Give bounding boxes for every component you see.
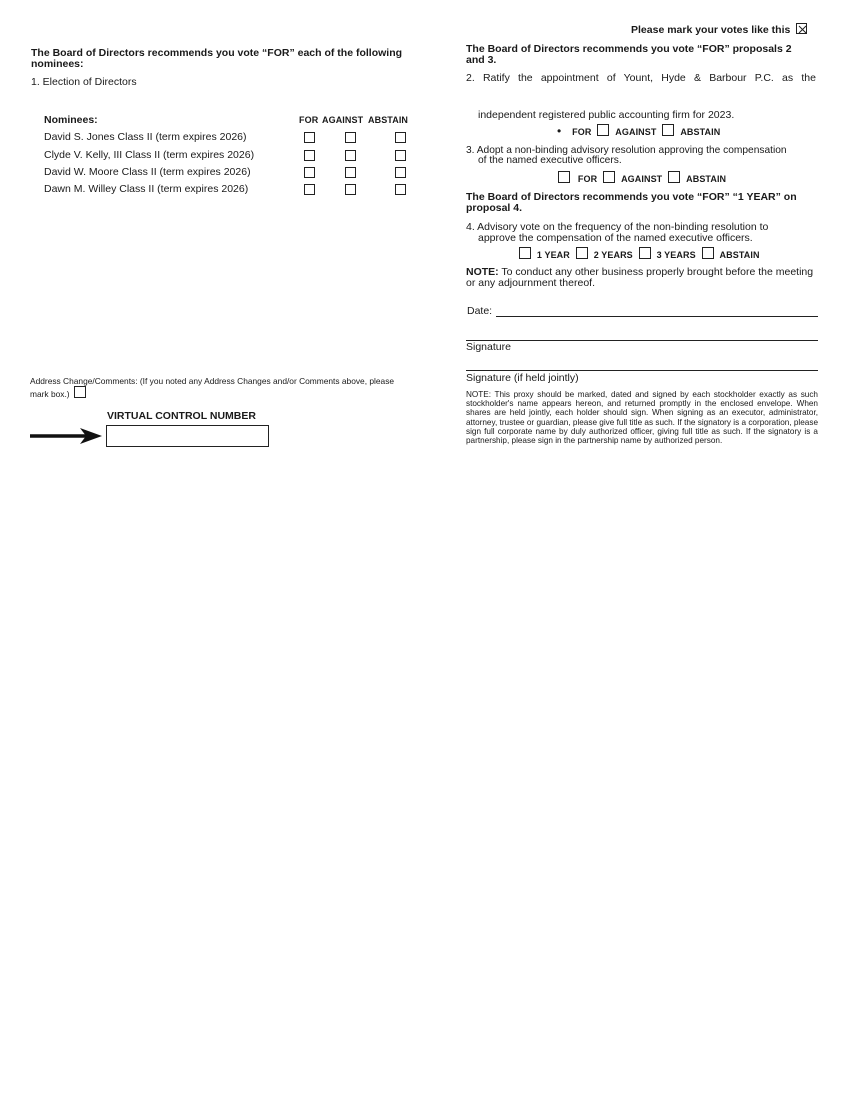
mark-votes-instruction [631,23,807,36]
p4-1year-checkbox[interactable] [519,247,531,259]
nominee-4-against-checkbox[interactable] [345,184,356,195]
proposal-2-text: 2. Ratify the appointment of Yount, Hyde & Barbour P.C. as the [466,72,816,84]
proposal-4-line1: 4. Advisory vote on the frequency of the non-binding resolution to [466,221,769,233]
nominee-name: David S. Jones Class II (term expires 2026) [44,131,247,143]
nominee-3-for-checkbox[interactable] [304,167,315,178]
nominees-heading: Nominees: [44,114,98,126]
p4-2years-label: 2 YEARS [593,250,633,260]
nominee-3-abstain-checkbox[interactable] [395,167,406,178]
nominee-1-against-checkbox[interactable] [345,132,356,143]
proposal-2-options [557,124,720,138]
nominee-name: Clyde V. Kelly, III Class II (term expires 2026) [44,149,255,161]
col-against-header: AGAINST [322,115,364,125]
joint-signature-label: Signature (if held jointly) [466,372,579,384]
nominee-1-for-checkbox[interactable] [304,132,315,143]
p2-abstain-label: ABSTAIN [680,127,721,137]
nominee-4-abstain-checkbox[interactable] [395,184,406,195]
directors-recommendation: The Board of Directors recommends you vote “FOR” each of the following nominees: [31,47,403,70]
address-change-text: Address Change/Comments: (If you noted any Address Changes and/or Comments above, please mark box.) [30,376,395,399]
nominee-name: David W. Moore Class II (term expires 2026) [44,166,251,178]
proposal-4-line2: approve the compensation of the named executive officers. [478,232,753,244]
p3-for-checkbox[interactable] [558,171,570,183]
p2-for-label: FOR [572,127,592,137]
mark-votes-label: Please mark your votes like this [631,24,791,36]
proposal-3-line2: of the named executive officers. [478,155,622,166]
arrow-right-icon [30,427,102,445]
proposal-2-line2: independent registered public accounting firm for 2023. [478,109,735,121]
proposal-3-options [558,171,726,185]
p2-against-label: AGAINST [615,127,657,137]
p2-for-checkbox[interactable] [597,124,609,136]
proposal-2-line1 [466,72,816,84]
proposal-1-title: 1. Election of Directors [31,76,137,88]
col-for-header: FOR [299,115,319,125]
p4-3years-label: 3 YEARS [656,250,696,260]
proposal-4-options [519,247,760,261]
date-line[interactable] [496,316,818,317]
nominee-4-for-checkbox[interactable] [304,184,315,195]
p4-abstain-checkbox[interactable] [702,247,714,259]
joint-signature-line[interactable] [466,370,818,371]
fine-print-note: NOTE: This proxy should be marked, dated and signed by each stockholder exactly as such stockholder's name appears hereon, and returned promptly in the enclosed envelope. When shares are held jointly, each holder should sign. When signing as an executor, administrator, attorney, trustee or guardian, please give full title as such. If the signatory is a corporation, please sign full corporate name by duly authorized officer, giving full title as such. If the signatory is a partnership, please sign in the partnership name by authorized person. [466,390,818,446]
p4-3years-checkbox[interactable] [639,247,651,259]
col-abstain-header: ABSTAIN [368,115,409,125]
nominee-2-for-checkbox[interactable] [304,150,315,161]
note-text: To conduct any other business properly brought before the meeting or any adjournment thereof. [466,266,814,289]
p3-against-checkbox[interactable] [603,171,615,183]
virtual-control-number-label: VIRTUAL CONTROL NUMBER [107,410,256,422]
p4-2years-checkbox[interactable] [576,247,588,259]
signature-line[interactable] [466,340,818,341]
p3-abstain-checkbox[interactable] [668,171,680,183]
date-label: Date: [467,305,493,317]
bullet-icon: • [557,124,562,138]
nominee-2-abstain-checkbox[interactable] [395,150,406,161]
p4-abstain-label: ABSTAIN [719,250,760,260]
note-block [466,267,814,289]
nominee-2-against-checkbox[interactable] [345,150,356,161]
p3-against-label: AGAINST [621,174,663,184]
note-label: NOTE: [466,266,499,278]
nominee-3-against-checkbox[interactable] [345,167,356,178]
proposal-3-line1: 3. Adopt a non-binding advisory resolution approving the compensation [466,145,787,156]
p3-abstain-label: ABSTAIN [686,174,727,184]
p2-against-checkbox[interactable] [662,124,674,136]
p3-for-label: FOR [577,174,598,184]
address-change-checkbox[interactable] [74,386,86,398]
nominee-name: Dawn M. Willey Class II (term expires 2026) [44,183,249,195]
x-mark-example-icon [796,23,807,34]
nominee-1-abstain-checkbox[interactable] [395,132,406,143]
virtual-control-number-input[interactable] [106,425,269,447]
directors-recommendation-2-3: The Board of Directors recommends you vote “FOR” proposals 2 and 3. [466,43,792,66]
directors-recommendation-4: The Board of Directors recommends you vote “FOR” “1 YEAR” on proposal 4. [466,191,797,214]
signature-label: Signature [466,341,511,353]
p4-1year-label: 1 YEAR [536,250,570,260]
address-change-block [30,376,400,399]
